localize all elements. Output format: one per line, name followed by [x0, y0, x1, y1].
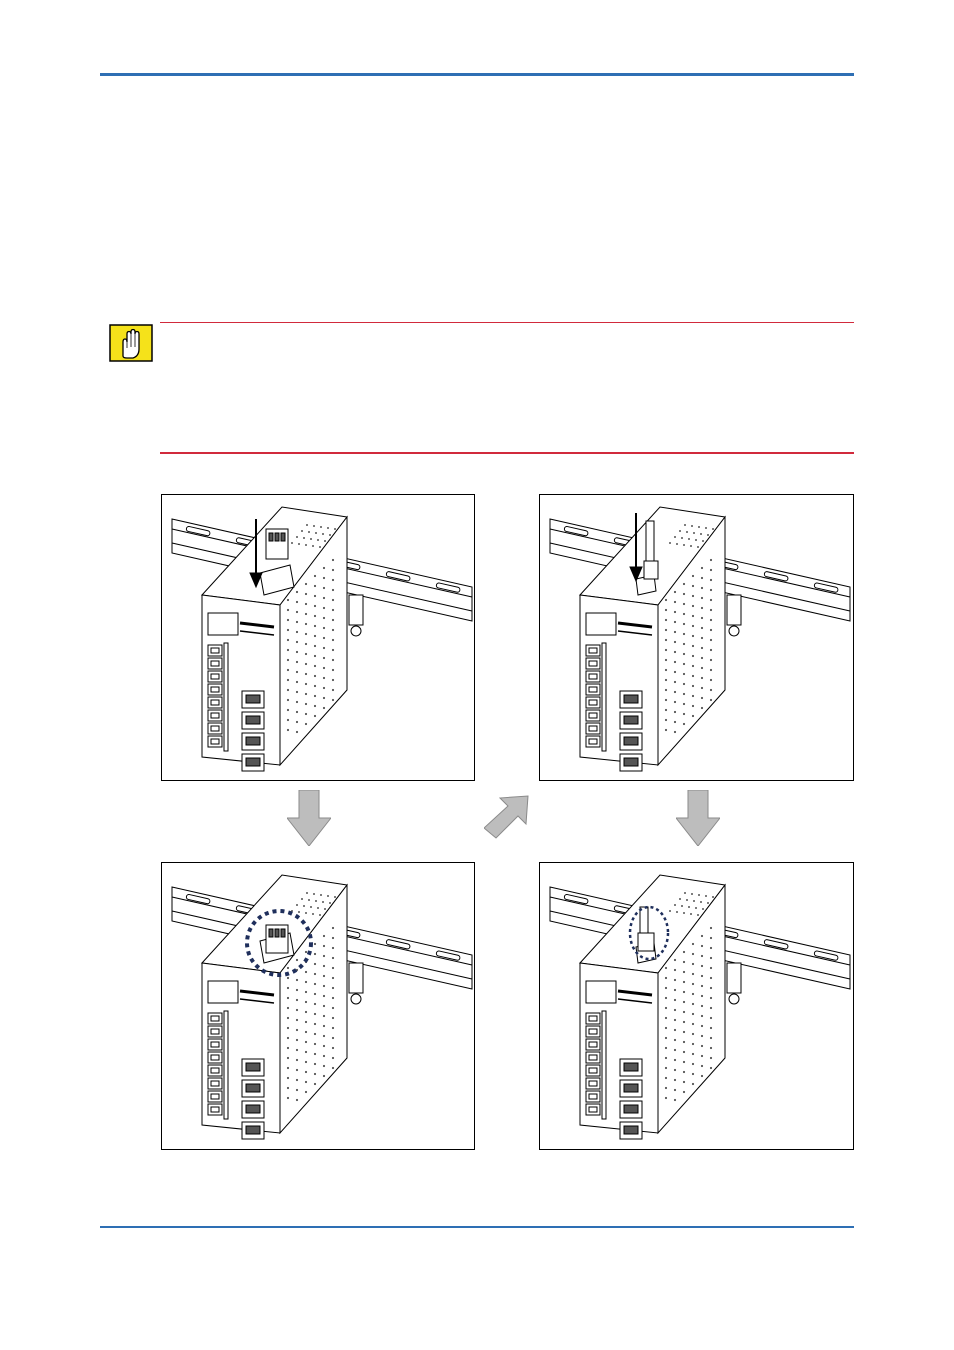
header-rule [100, 73, 854, 76]
caution-top-rule [160, 322, 854, 323]
step-3-panel [161, 862, 475, 1150]
caution-hand-icon [108, 323, 154, 363]
flow-arrow-down-icon [676, 790, 720, 846]
step-4-panel [539, 862, 854, 1150]
flow-arrow-up-right-icon [484, 794, 530, 840]
terminal-plug [266, 529, 288, 559]
step-2-panel [539, 494, 854, 781]
step-1-panel [161, 494, 475, 781]
flow-arrow-down-icon [287, 790, 331, 846]
terminal-plug [266, 925, 288, 953]
footer-rule [100, 1226, 854, 1228]
caution-bottom-rule [160, 452, 854, 454]
